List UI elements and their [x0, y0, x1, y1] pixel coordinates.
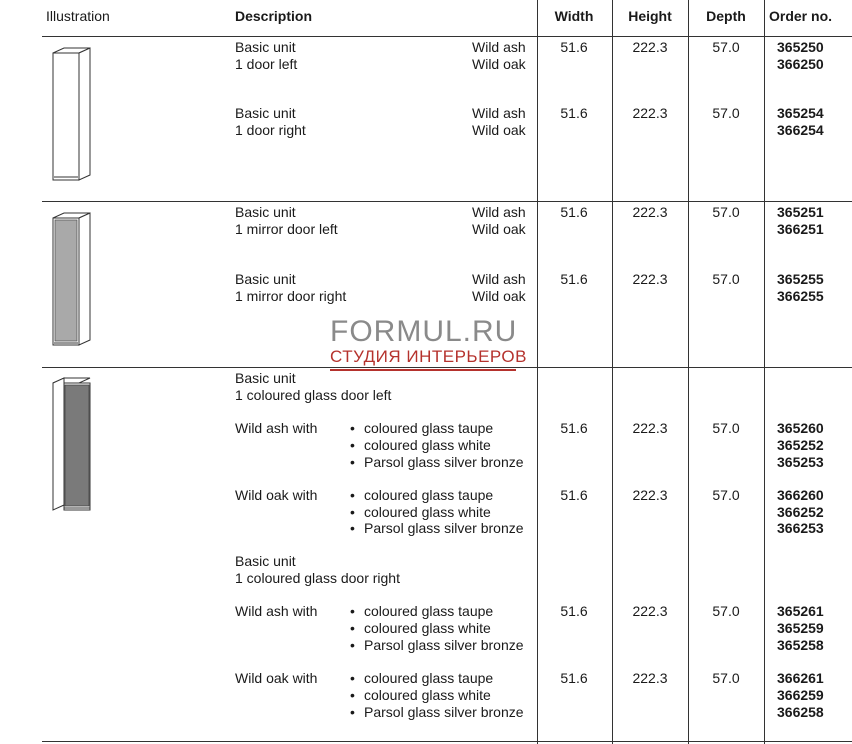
glass-option: • coloured glass taupe	[350, 487, 493, 504]
order-number: 365253	[777, 454, 824, 470]
header-illustration: Illustration	[46, 8, 110, 24]
finish-group-label: Wild ash with	[235, 603, 318, 619]
order-number: 366254	[777, 122, 824, 138]
item-variant: 1 mirror door right	[235, 288, 347, 304]
order-number: 365251	[777, 204, 824, 220]
height-value: 222.3	[632, 105, 668, 121]
depth-value: 57.0	[712, 204, 740, 220]
finish-ash: Wild ash	[472, 204, 526, 220]
header-width: Width	[554, 8, 594, 24]
section-divider-1	[42, 201, 852, 202]
order-number: 366253	[777, 520, 824, 536]
order-number: 365255	[777, 271, 824, 287]
glass-option: • Parsol glass silver bronze	[350, 637, 524, 654]
item-name: Basic unit	[235, 39, 296, 55]
column-divider-height	[612, 0, 613, 744]
glass-option: • coloured glass white	[350, 620, 491, 637]
order-number: 365261	[777, 603, 824, 619]
column-divider-depth	[688, 0, 689, 744]
item-name: Basic unit	[235, 553, 296, 569]
width-value: 51.6	[560, 487, 588, 503]
item-variant: 1 coloured glass door left	[235, 387, 392, 403]
wardrobe-glass-door-illustration	[50, 375, 94, 515]
width-value: 51.6	[560, 420, 588, 436]
wardrobe-door-illustration	[50, 45, 94, 185]
order-number: 366261	[777, 670, 824, 686]
depth-value: 57.0	[712, 271, 740, 287]
glass-option: • coloured glass white	[350, 687, 491, 704]
glass-option: • coloured glass taupe	[350, 420, 493, 437]
finish-ash: Wild ash	[472, 271, 526, 287]
width-value: 51.6	[560, 105, 588, 121]
glass-option: • Parsol glass silver bronze	[350, 520, 524, 537]
finish-ash: Wild ash	[472, 39, 526, 55]
watermark-underline	[330, 369, 516, 371]
finish-oak: Wild oak	[472, 56, 526, 72]
order-number: 366260	[777, 487, 824, 503]
finish-group-label: Wild oak with	[235, 670, 318, 686]
order-number: 366255	[777, 288, 824, 304]
column-divider-order	[764, 0, 765, 744]
glass-option: • coloured glass white	[350, 437, 491, 454]
order-number: 366251	[777, 221, 824, 237]
order-number: 365258	[777, 637, 824, 653]
height-value: 222.3	[632, 420, 668, 436]
height-value: 222.3	[632, 487, 668, 503]
height-value: 222.3	[632, 603, 668, 619]
width-value: 51.6	[560, 39, 588, 55]
item-name: Basic unit	[235, 105, 296, 121]
finish-oak: Wild oak	[472, 122, 526, 138]
order-number: 365252	[777, 437, 824, 453]
header-divider	[42, 36, 852, 37]
order-number: 365254	[777, 105, 824, 121]
order-number: 366250	[777, 56, 824, 72]
depth-value: 57.0	[712, 487, 740, 503]
section-divider-2	[42, 367, 852, 368]
item-name: Basic unit	[235, 370, 296, 386]
item-name: Basic unit	[235, 271, 296, 287]
depth-value: 57.0	[712, 603, 740, 619]
item-variant: 1 coloured glass door right	[235, 570, 400, 586]
depth-value: 57.0	[712, 670, 740, 686]
glass-option: • Parsol glass silver bronze	[350, 454, 524, 471]
height-value: 222.3	[632, 670, 668, 686]
header-height: Height	[628, 8, 672, 24]
section-divider-3	[42, 741, 852, 742]
item-name: Basic unit	[235, 204, 296, 220]
header-depth: Depth	[706, 8, 746, 24]
order-number: 365259	[777, 620, 824, 636]
order-number: 365260	[777, 420, 824, 436]
width-value: 51.6	[560, 603, 588, 619]
wardrobe-mirror-door-illustration	[50, 210, 94, 350]
width-value: 51.6	[560, 670, 588, 686]
width-value: 51.6	[560, 204, 588, 220]
height-value: 222.3	[632, 39, 668, 55]
item-variant: 1 door left	[235, 56, 298, 72]
finish-group-label: Wild ash with	[235, 420, 318, 436]
glass-option: • coloured glass white	[350, 504, 491, 521]
header-description: Description	[235, 8, 313, 24]
column-divider-width	[537, 0, 538, 744]
header-order: Order no.	[769, 8, 833, 24]
height-value: 222.3	[632, 271, 668, 287]
order-number: 365250	[777, 39, 824, 55]
order-number: 366259	[777, 687, 824, 703]
watermark-subtitle: СТУДИЯ ИНТЕРЬЕРОВ	[330, 347, 527, 366]
finish-oak: Wild oak	[472, 288, 526, 304]
item-variant: 1 door right	[235, 122, 306, 138]
finish-group-label: Wild oak with	[235, 487, 318, 503]
glass-option: • coloured glass taupe	[350, 670, 493, 687]
watermark-logo: FORMUL.RU	[330, 315, 518, 348]
depth-value: 57.0	[712, 105, 740, 121]
finish-oak: Wild oak	[472, 221, 526, 237]
order-number: 366252	[777, 504, 824, 520]
depth-value: 57.0	[712, 420, 740, 436]
finish-ash: Wild ash	[472, 105, 526, 121]
width-value: 51.6	[560, 271, 588, 287]
glass-option: • Parsol glass silver bronze	[350, 704, 524, 721]
order-number: 366258	[777, 704, 824, 720]
glass-option: • coloured glass taupe	[350, 603, 493, 620]
item-variant: 1 mirror door left	[235, 221, 338, 237]
depth-value: 57.0	[712, 39, 740, 55]
height-value: 222.3	[632, 204, 668, 220]
